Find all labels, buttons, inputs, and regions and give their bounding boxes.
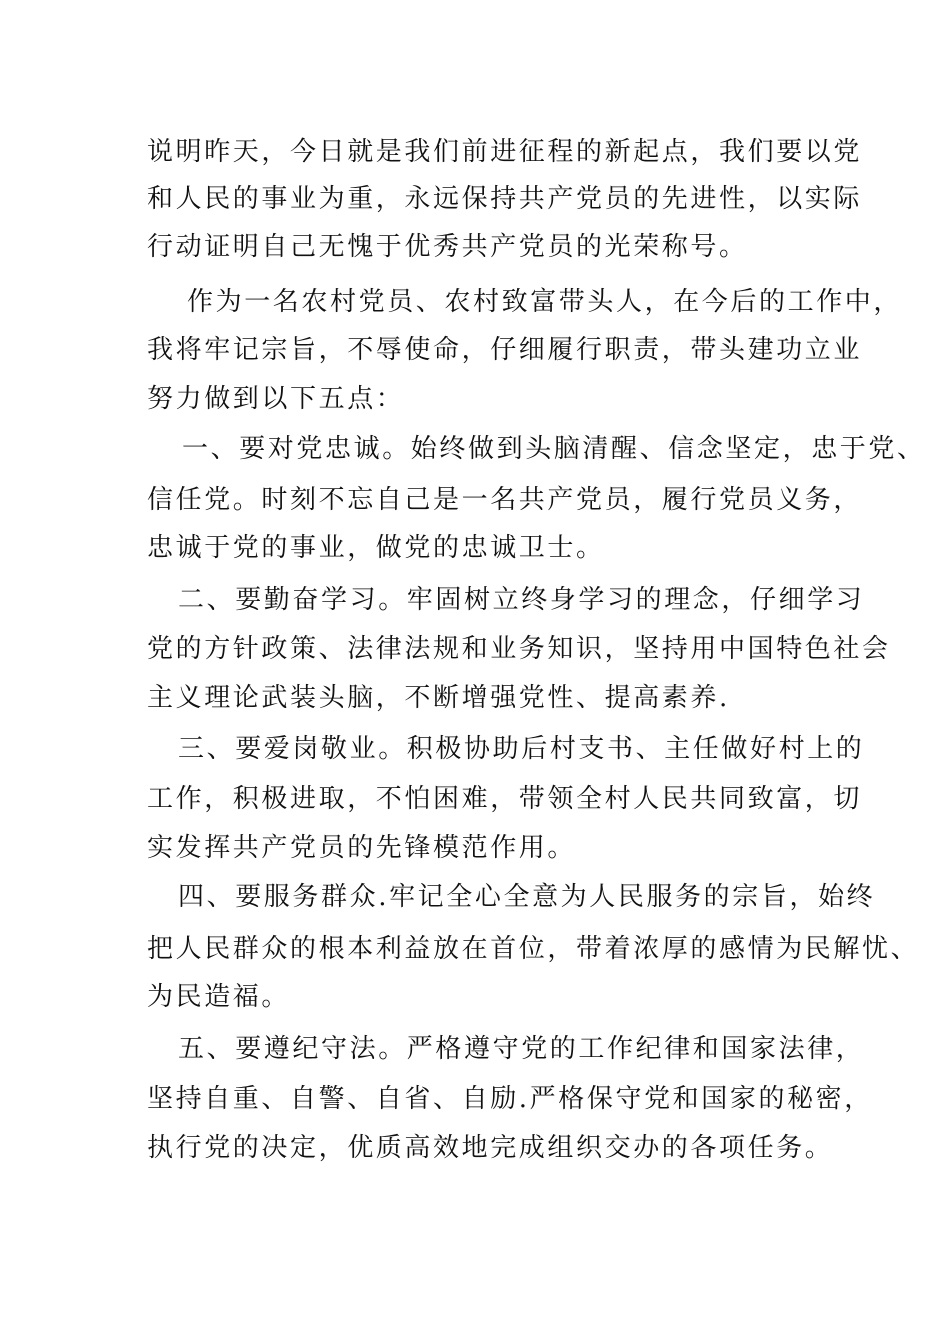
text-line: 行动证明自己无愧于优秀共产党员的光荣称号。	[147, 232, 748, 262]
text-line: 忠诚于党的事业，做党的忠诚卫士。	[147, 533, 605, 563]
text-line: 把人民群众的根本利益放在首位，带着浓厚的感情为民解忧、	[147, 934, 920, 964]
point-three-line: 三、要爱岗敬业。积极协助后村支书、主任做好村上的	[178, 734, 865, 764]
text-line: 主义理论武装头脑，不断增强党性、提高素养.	[147, 683, 730, 713]
text-line: 说明昨天，今日就是我们前进征程的新起点，我们要以党	[147, 137, 863, 167]
text-line: 执行党的决定，优质高效地完成组织交办的各项任务。	[147, 1133, 834, 1163]
paragraph-start-line: 作为一名农村党员、农村致富带头人，在今后的工作中，	[187, 287, 903, 317]
point-two-line: 二、要勤奋学习。牢固树立终身学习的理念，仔细学习	[178, 585, 865, 615]
text-line: 我将牢记宗旨，不辱使命，仔细履行职责，带头建功立业	[147, 335, 863, 365]
text-line: 信任党。时刻不忘自己是一名共产党员，履行党员义务，	[147, 485, 863, 515]
text-line: 实发挥共产党员的先锋模范作用。	[147, 833, 577, 863]
text-line: 党的方针政策、法律法规和业务知识，坚持用中国特色社会	[147, 634, 891, 664]
point-five-line: 五、要遵纪守法。严格遵守党的工作纪律和国家法律，	[178, 1034, 865, 1064]
text-line: 坚持自重、自警、自省、自励.严格保守党和国家的秘密，	[147, 1084, 873, 1114]
point-four-line: 四、要服务群众.牢记全心全意为人民服务的宗旨，始终	[178, 882, 876, 912]
text-line: 努力做到以下五点：	[147, 384, 405, 414]
text-line: 工作，积极进取，不怕困难，带领全村人民共同致富，切	[147, 784, 863, 814]
point-one-line: 一、要对党忠诚。始终做到头脑清醒、信念坚定，忠于党、	[182, 434, 926, 464]
text-line: 为民造福。	[147, 982, 291, 1012]
text-line: 和人民的事业为重，永远保持共产党员的先进性，以实际	[147, 184, 863, 214]
